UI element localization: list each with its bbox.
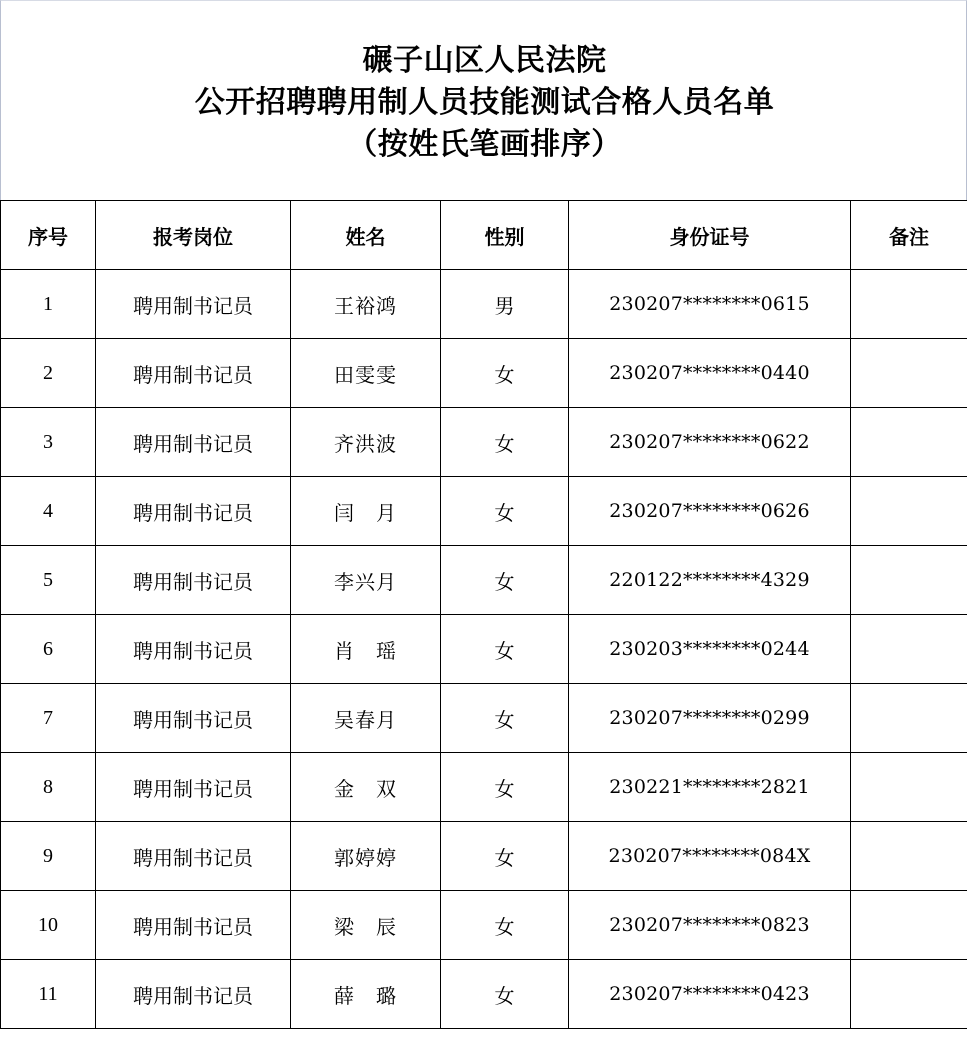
table-row xyxy=(1,408,967,477)
cell-serial-number: 1 xyxy=(1,270,96,339)
cell-applied-post: 聘用制书记员 xyxy=(96,615,291,684)
cell-applied-post: 聘用制书记员 xyxy=(96,684,291,753)
table-row xyxy=(1,339,967,408)
header-serial-number: 序号 xyxy=(1,201,96,270)
cell-id-number: 230221********2821 xyxy=(569,753,851,822)
cell-gender: 女 xyxy=(441,408,569,477)
header-id-number: 身份证号 xyxy=(569,201,851,270)
cell-name: 梁 辰 xyxy=(291,891,441,960)
cell-id-number: 230207********0626 xyxy=(569,477,851,546)
cell-gender: 女 xyxy=(441,822,569,891)
document-title-court: 碾子山区人民法院 xyxy=(362,43,607,78)
table-row xyxy=(1,891,967,960)
table-row xyxy=(1,753,967,822)
cell-serial-number: 4 xyxy=(1,477,96,546)
table-header-row xyxy=(1,201,967,270)
cell-id-number: 230207********0440 xyxy=(569,339,851,408)
table-row xyxy=(1,615,967,684)
header-applied-post: 报考岗位 xyxy=(96,201,291,270)
cell-serial-number: 8 xyxy=(1,753,96,822)
cell-id-number: 230207********0423 xyxy=(569,960,851,1029)
cell-applied-post: 聘用制书记员 xyxy=(96,339,291,408)
table-row xyxy=(1,822,967,891)
cell-gender: 女 xyxy=(441,891,569,960)
cell-gender: 女 xyxy=(441,753,569,822)
cell-serial-number: 5 xyxy=(1,546,96,615)
cell-name: 王裕鸿 xyxy=(291,270,441,339)
document-title-main: 公开招聘聘用制人员技能测试合格人员名单 xyxy=(194,85,775,120)
cell-gender: 女 xyxy=(441,546,569,615)
cell-remarks xyxy=(851,960,967,1029)
cell-id-number: 230207********0622 xyxy=(569,408,851,477)
cell-id-number: 220122********4329 xyxy=(569,546,851,615)
cell-id-number: 230207********0299 xyxy=(569,684,851,753)
cell-remarks xyxy=(851,408,967,477)
cell-applied-post: 聘用制书记员 xyxy=(96,753,291,822)
table-row xyxy=(1,960,967,1029)
cell-name: 吴春月 xyxy=(291,684,441,753)
cell-remarks xyxy=(851,270,967,339)
cell-name: 田雯雯 xyxy=(291,339,441,408)
cell-remarks xyxy=(851,753,967,822)
cell-serial-number: 3 xyxy=(1,408,96,477)
cell-serial-number: 9 xyxy=(1,822,96,891)
title-block xyxy=(0,0,967,200)
cell-gender: 女 xyxy=(441,339,569,408)
table-row xyxy=(1,546,967,615)
cell-id-number: 230207********0823 xyxy=(569,891,851,960)
qualified-personnel-table xyxy=(0,200,967,1029)
cell-gender: 男 xyxy=(441,270,569,339)
cell-remarks xyxy=(851,891,967,960)
cell-serial-number: 10 xyxy=(1,891,96,960)
cell-serial-number: 2 xyxy=(1,339,96,408)
cell-remarks xyxy=(851,822,967,891)
cell-remarks xyxy=(851,339,967,408)
cell-remarks xyxy=(851,615,967,684)
cell-applied-post: 聘用制书记员 xyxy=(96,822,291,891)
cell-id-number: 230207********084X xyxy=(569,822,851,891)
cell-name: 郭婷婷 xyxy=(291,822,441,891)
cell-gender: 女 xyxy=(441,477,569,546)
cell-serial-number: 11 xyxy=(1,960,96,1029)
cell-gender: 女 xyxy=(441,960,569,1029)
cell-remarks xyxy=(851,477,967,546)
cell-name: 肖 瑶 xyxy=(291,615,441,684)
table-row xyxy=(1,270,967,339)
cell-name: 李兴月 xyxy=(291,546,441,615)
header-name: 姓名 xyxy=(291,201,441,270)
cell-remarks xyxy=(851,684,967,753)
table-row xyxy=(1,684,967,753)
header-remarks: 备注 xyxy=(851,201,967,270)
document-title-sort-note: （按姓氏笔画排序） xyxy=(347,127,622,162)
table-row xyxy=(1,477,967,546)
cell-serial-number: 7 xyxy=(1,684,96,753)
cell-applied-post: 聘用制书记员 xyxy=(96,960,291,1029)
cell-id-number: 230207********0615 xyxy=(569,270,851,339)
cell-name: 金 双 xyxy=(291,753,441,822)
header-gender: 性别 xyxy=(441,201,569,270)
cell-serial-number: 6 xyxy=(1,615,96,684)
cell-id-number: 230203********0244 xyxy=(569,615,851,684)
cell-applied-post: 聘用制书记员 xyxy=(96,546,291,615)
cell-name: 闫 月 xyxy=(291,477,441,546)
cell-name: 齐洪波 xyxy=(291,408,441,477)
cell-applied-post: 聘用制书记员 xyxy=(96,408,291,477)
cell-gender: 女 xyxy=(441,684,569,753)
table-body xyxy=(1,270,967,1029)
cell-applied-post: 聘用制书记员 xyxy=(96,270,291,339)
cell-gender: 女 xyxy=(441,615,569,684)
cell-applied-post: 聘用制书记员 xyxy=(96,891,291,960)
cell-remarks xyxy=(851,546,967,615)
cell-name: 薛 璐 xyxy=(291,960,441,1029)
cell-applied-post: 聘用制书记员 xyxy=(96,477,291,546)
